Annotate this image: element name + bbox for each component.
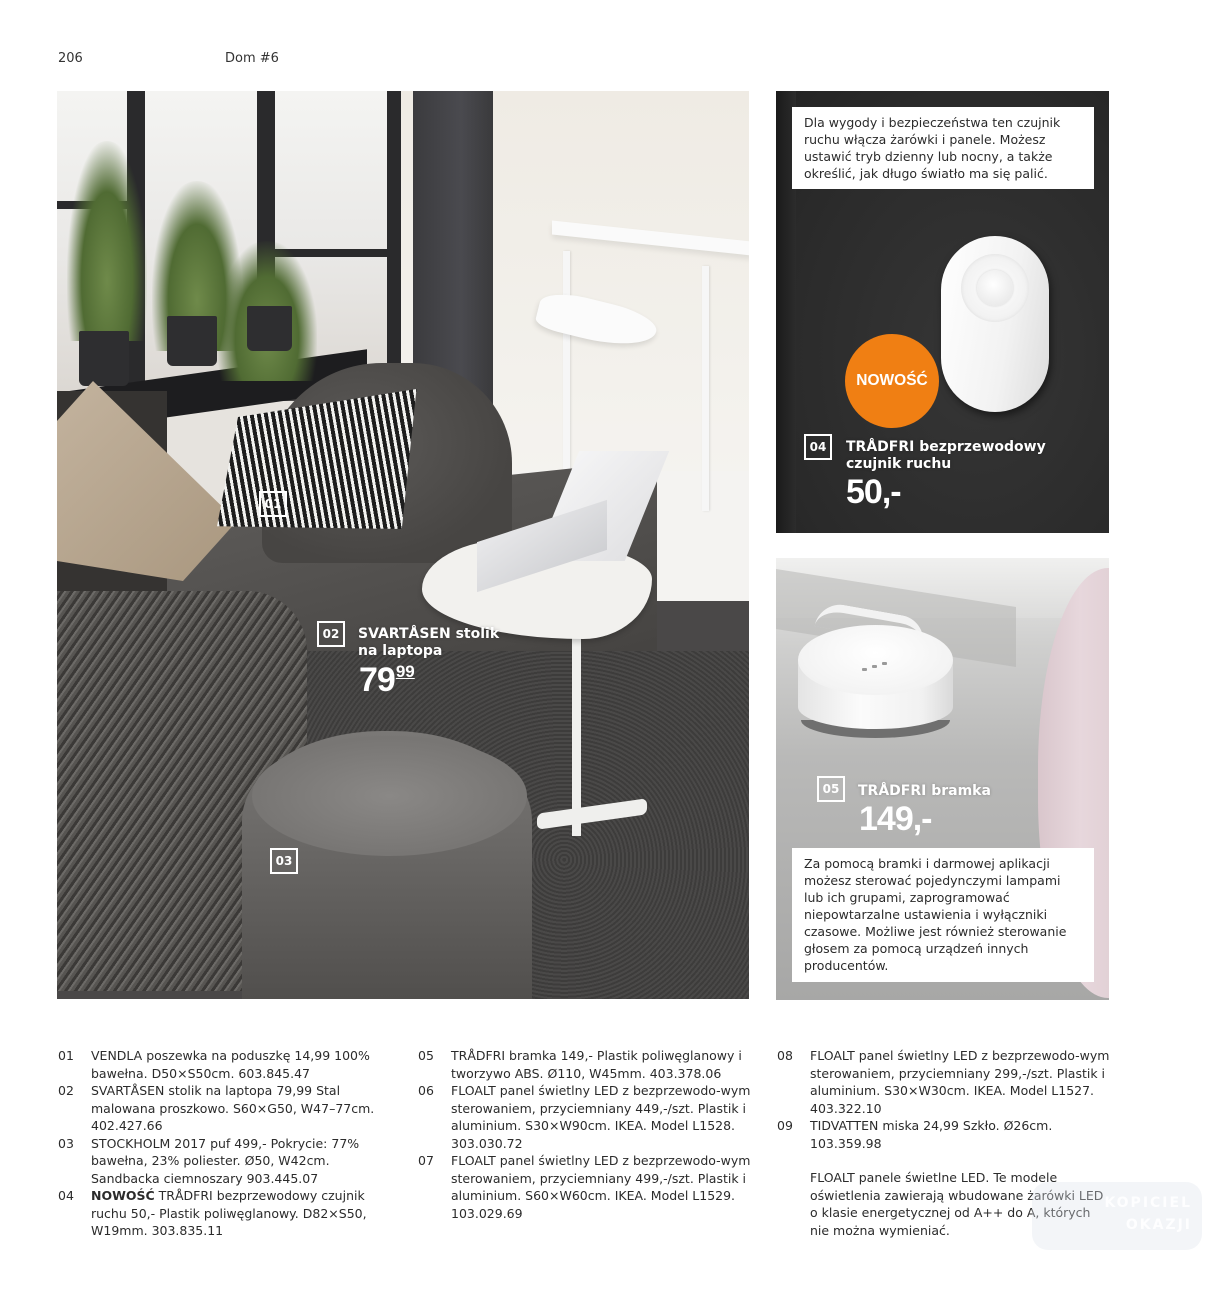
listing-text: FLOALT panel świetlny LED z bezprzewodo-wym sterowaniem, przyciemniany 299,-/szt. Plastik i aluminium. S30×W30cm. IKEA. Model L1527. 403.322.10: [810, 1048, 1110, 1116]
watermark-logo: [1032, 1182, 1202, 1250]
plant-pot: [247, 306, 292, 351]
led-dot: [862, 668, 867, 671]
listing-text: [91, 1187, 378, 1240]
product-tag-01[interactable]: 01: [259, 491, 287, 517]
product-name-line: na laptopa: [358, 643, 443, 659]
listing-num: 03: [58, 1135, 74, 1151]
listing-item: [418, 1152, 758, 1222]
listing-text: TIDVATTEN miska 24,99 Szkło. Ø26cm. 103.359.98: [810, 1118, 1053, 1151]
listing-text: SVARTÅSEN stolik na laptopa 79,99 Stal malowana proszkowo. S60×G50, W47–77cm. 402.427.66: [91, 1083, 375, 1133]
listing-text: FLOALT panel świetlny LED z bezprzewodo-wym sterowaniem, przyciemniany 449,-/szt. Plastik i aluminium. S30×W90cm. IKEA. Model L1528. 303.030.72: [451, 1083, 751, 1151]
listing-item: [777, 1047, 1112, 1117]
watermark-line: OKAZJI: [1125, 1217, 1192, 1233]
sensor-lens: [977, 270, 1013, 306]
plant: [67, 141, 147, 341]
listing-text: STOCKHOLM 2017 puf 499,- Pokrycie: 77% bawełna, 23% poliester. Ø50, W42cm. Sandbacka ciemnoszary 903.445.07: [91, 1135, 360, 1186]
product-name-line: SVARTÅSEN stolik: [358, 626, 500, 642]
motion-sensor-device: [941, 236, 1049, 412]
listing-num: 09: [777, 1118, 793, 1133]
listing-item: [777, 1117, 1112, 1152]
gateway-panel: [776, 558, 1109, 1000]
product-tag-04[interactable]: 04: [804, 434, 832, 460]
listing-item: [58, 1082, 378, 1135]
price-05: 149,-: [859, 800, 932, 838]
listing-item: [418, 1082, 758, 1152]
listing-item: [58, 1187, 378, 1240]
price-main: 79: [359, 661, 395, 699]
listing-num: 06: [418, 1083, 434, 1098]
product-name-02: [358, 626, 499, 660]
section-title: Dom #6: [225, 51, 279, 66]
laptop-table-pole: [572, 616, 581, 836]
price-cents: 99: [395, 662, 415, 681]
motion-sensor-panel: [776, 91, 1109, 533]
listing-num: 02: [58, 1083, 74, 1098]
sensor-info-box: Dla wygody i bezpieczeństwa ten czujnik ruchu włącza żarówki i panele. Możesz ustawić tryb dzienny lub nocny, a także określić, jak długo światło ma się palić.: [792, 107, 1094, 189]
new-badge: NOWOŚĆ: [845, 334, 939, 428]
plant-pot: [79, 331, 129, 386]
listing-num: 05: [418, 1048, 434, 1063]
floalt-note: FLOALT panele świetlne LED. Te modele oświetlenia zawierają wbudowane żarówki LED o klasie energetycznej od A++ do A, których nie można wymieniać.: [810, 1170, 1104, 1238]
table-leg: [702, 266, 709, 511]
listing-text: VENDLA poszewka na poduszkę 14,99 100% bawełna. D50×S50cm. 603.845.47: [91, 1048, 370, 1081]
listing-text: TRÅDFRI bramka 149,- Plastik poliwęglanowy i tworzywo ABS. Ø110, W45mm. 403.378.06: [451, 1048, 742, 1081]
listing-text: FLOALT panel świetlny LED z bezprzewodo-wym sterowaniem, przyciemniany 499,-/szt. Plastik i aluminium. S60×W60cm. IKEA. Model L1529. 103.029.69: [451, 1153, 751, 1221]
table-leg: [563, 251, 570, 501]
watermark-line: KOPICIEL: [1104, 1195, 1192, 1211]
gateway-info-box: Za pomocą bramki i darmowej aplikacji możesz sterować pojedynczymi lampami lub ich grupami, zaprogramować niepowtarzalne ustawienia i wyłączniki czasowe. Możliwe jest również sterowanie głosem za pomocą urządzeń innych producentów.: [792, 848, 1094, 982]
listing-item: [418, 1047, 758, 1082]
plant-pot: [167, 316, 217, 366]
listing-num: 08: [777, 1048, 793, 1063]
price-02: [359, 663, 415, 697]
gateway-device: [798, 625, 953, 741]
product-name-line: czujnik ruchu: [846, 456, 952, 472]
listing-column-1: [58, 1047, 378, 1240]
product-name-04: [846, 439, 1046, 473]
product-tag-05[interactable]: 05: [817, 776, 845, 802]
pouf-top: [252, 736, 527, 856]
price-04: 50,-: [846, 473, 901, 511]
listing-num: 04: [58, 1188, 74, 1203]
led-dot: [882, 662, 887, 665]
product-tag-03[interactable]: 03: [270, 848, 298, 874]
product-name-05: TRÅDFRI bramka: [858, 783, 991, 799]
listing-num: 07: [418, 1153, 434, 1168]
listing-item: [58, 1135, 378, 1188]
listing-column-2: [418, 1047, 758, 1222]
product-name-line: TRÅDFRI bezprzewodowy: [846, 439, 1046, 455]
listing-text-rest: TRÅDFRI bezprzewodowy czujnik ruchu 50,- Plastik poliwęglanowy. D82×S50, W19mm. 303.835.11: [91, 1188, 367, 1238]
gateway-top: [798, 625, 953, 695]
listing-num: 01: [58, 1048, 74, 1063]
page-number: 206: [58, 51, 83, 66]
listing-item: [58, 1047, 378, 1082]
led-dot: [872, 665, 877, 668]
product-tag-02[interactable]: 02: [317, 621, 345, 647]
living-room-photo: [57, 91, 749, 999]
new-label: NOWOŚĆ: [91, 1188, 155, 1203]
window-frame: [387, 91, 401, 391]
